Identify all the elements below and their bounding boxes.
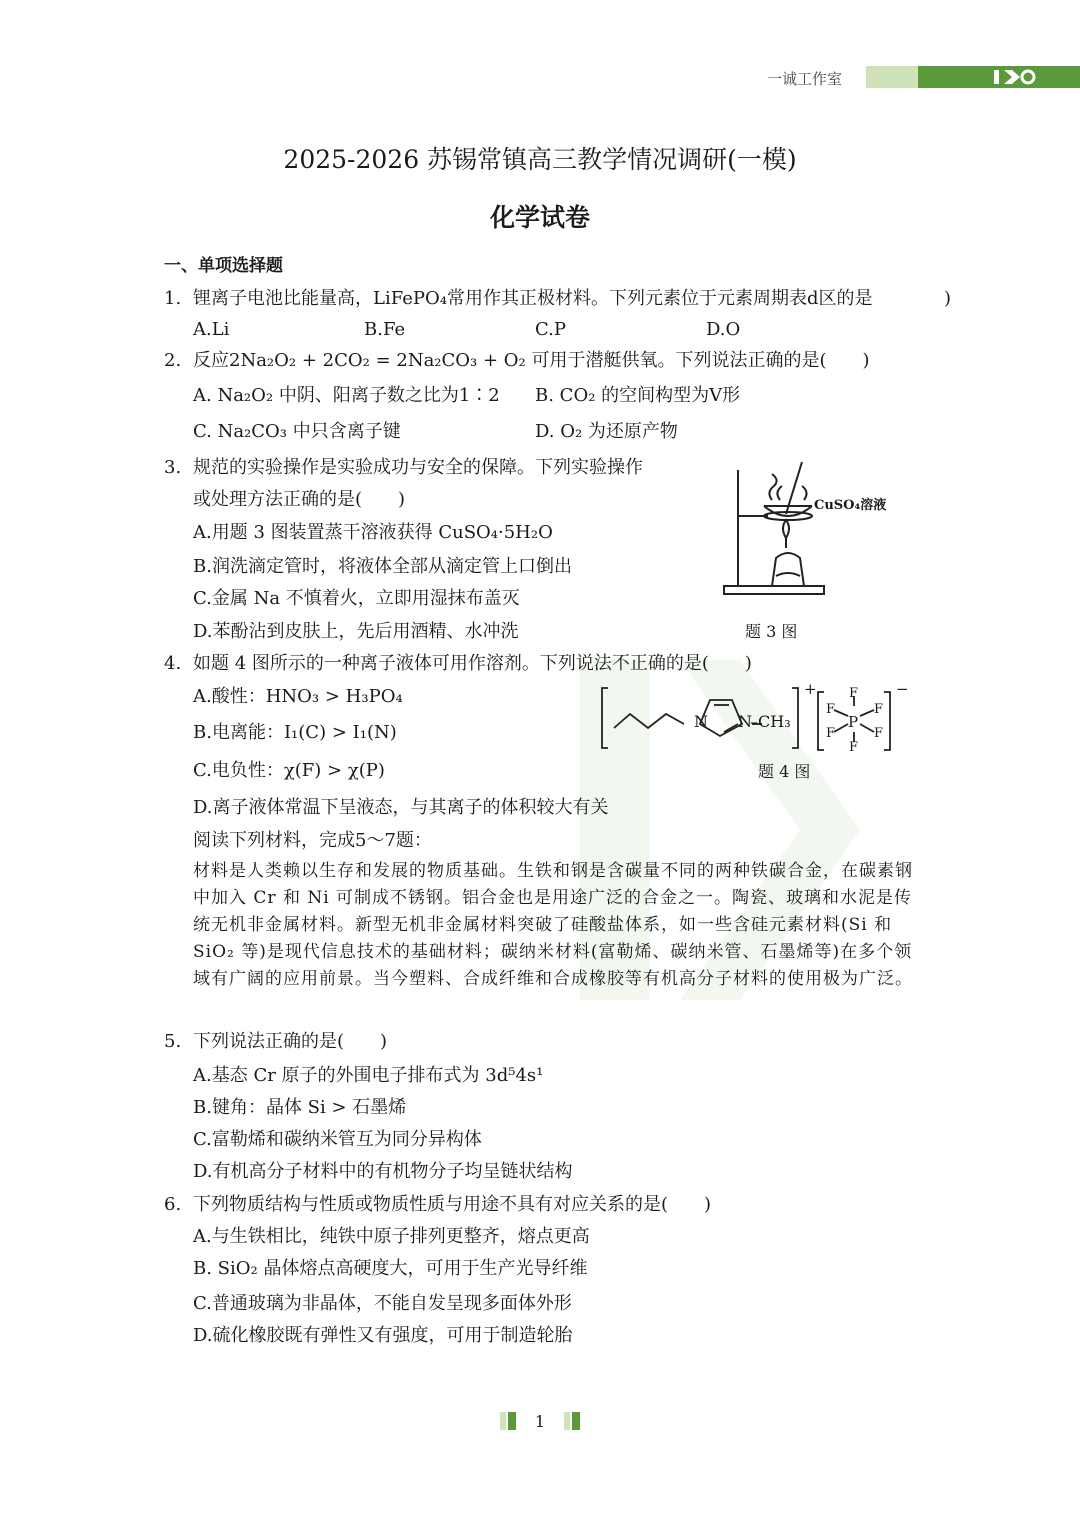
q4-anion-f-ll: F [826,726,836,741]
q1-paren: ) [944,288,952,309]
q4-cation-ch3: –CH₃ [750,712,791,731]
page-title: 2025-2026 苏锡常镇高三教学情况调研(一模) [283,145,797,174]
q5-option-c: C.富勒烯和碳纳米管互为同分异构体 [193,1129,482,1150]
q1-option-b: B.Fe [364,319,406,340]
q3-figure-evaporation-apparatus [716,460,916,620]
q4-number: 4. [164,653,182,674]
q4-option-d: D.离子液体常温下呈液态，与其离子的体积较大有关 [193,797,609,818]
q1-number: 1. [164,288,182,309]
q4-cation-charge: + [804,680,817,698]
q1-text: 锂离子电池比能量高，LiFePO₄常用作其正极材料。下列元素位于元素周期表d区的是 [193,288,873,309]
q3-option-a: A.用题 3 图装置蒸干溶液获得 CuSO₄·5H₂O [193,522,553,543]
page-number: 1 [534,1412,546,1431]
q3-line2: 或处理方法正确的是( ) [193,489,406,510]
q3-option-b: B.润洗滴定管时，将液体全部从滴定管上口倒出 [193,556,572,577]
q4-anion-f-top: F [849,686,859,701]
q6-option-c: C.普通玻璃为非晶体，不能自发呈现多面体外形 [193,1293,572,1314]
q4-cation-n1: N [694,712,708,731]
q2-text: 反应2Na₂O₂ + 2CO₂ = 2Na₂CO₃ + O₂ 可用于潜艇供氧。下列说法正确的是( ) [193,350,870,371]
q3-line1: 规范的实验操作是实验成功与安全的保障。下列实验操作 [193,457,643,478]
q5-text: 下列说法正确的是( ) [193,1031,388,1052]
q1-option-d: D.O [706,319,741,340]
q4-option-b: B.电离能：I₁(C) > I₁(N) [193,722,397,743]
q2-option-a: A. Na₂O₂ 中阴、阳离子数之比为1∶2 [193,385,500,406]
q3-figure-label: CuSO₄溶液 [814,498,887,513]
q5-number: 5. [164,1031,182,1052]
q4-anion-f-ul: F [826,702,836,717]
q2-option-c: C. Na₂CO₃ 中只含离子键 [193,421,401,442]
q2-option-d: D. O₂ 为还原产物 [535,421,678,442]
footer-bar-left-dark [508,1412,516,1430]
q3-figure-caption: 题 3 图 [745,622,798,641]
footer-bar-left-light [500,1412,506,1430]
q4-anion-charge: − [896,680,909,698]
q2-option-b: B. CO₂ 的空间构型为V形 [535,385,741,406]
q3-option-c: C.金属 Na 不慎着火，立即用湿抹布盖灭 [193,588,520,609]
q2-number: 2. [164,350,182,371]
q6-number: 6. [164,1194,182,1215]
q5-option-b: B.键角：晶体 Si > 石墨烯 [193,1097,407,1118]
q4-text: 如题 4 图所示的一种离子液体可用作溶剂。下列说法不正确的是( ) [193,653,752,674]
header-studio-name: 一诚工作室 [767,70,843,88]
footer-bar-right-dark [572,1412,580,1430]
q4-cation-n2: N [738,712,752,731]
q4-figure-caption: 题 4 图 [758,762,811,781]
q6-text: 下列物质结构与性质或物质性质与用途不具有对应关系的是( ) [193,1194,712,1215]
q3-number: 3. [164,457,182,478]
q4-option-c: C.电负性：χ(F) > χ(P) [193,760,385,781]
q5-option-d: D.有机高分子材料中的有机物分子均呈链状结构 [193,1161,573,1182]
reading-passage: 材料是人类赖以生存和发展的物质基础。生铁和钢是含碳量不同的两种铁碳合金，在碳素钢中加入 Cr 和 Ni 可制成不锈钢。铝合金也是用途广泛的合金之一。陶瓷、玻璃和水泥是传统无机非金属材料。新型无机非金属材料突破了硅酸盐体系，如一些含硅元素材料(Si 和 SiO₂ 等)是现代信息技术的基础材料；碳纳米材料(富勒烯、碳纳米管、石墨烯等)在多个领域有广阔的应用前景。当今塑料、合成纤维和合成橡胶等有机高分子材料的使用极为广泛。 [193,861,913,989]
q4-anion-f-bottom: F [849,740,859,755]
q4-option-a: A.酸性：HNO₃ > H₃PO₄ [193,686,403,707]
q5-option-a: A.基态 Cr 原子的外围电子排布式为 3d⁵4s¹ [193,1065,544,1086]
header-bar-dark [918,66,1080,88]
q4-anion-f-lr: F [874,726,884,741]
reading-intro: 阅读下列材料，完成5～7题： [193,830,432,851]
footer-bar-right-light [564,1412,570,1430]
q4-anion-phosphorus: P [848,713,859,731]
q3-option-d: D.苯酚沾到皮肤上，先后用酒精、水冲洗 [193,621,519,642]
header-logo-icon [990,66,1050,88]
q6-option-b: B. SiO₂ 晶体熔点高硬度大，可用于生产光导纤维 [193,1258,588,1279]
page-subtitle: 化学试卷 [489,203,590,232]
q6-option-d: D.硫化橡胶既有弹性又有强度，可用于制造轮胎 [193,1325,573,1346]
q1-option-c: C.P [535,319,566,340]
q6-option-a: A.与生铁相比，纯铁中原子排列更整齐，熔点更高 [193,1226,590,1247]
q1-option-a: A.Li [193,319,230,340]
q4-anion-f-ur: F [874,702,884,717]
header-bar-light [866,66,918,88]
section-heading: 一、单项选择题 [164,256,283,276]
